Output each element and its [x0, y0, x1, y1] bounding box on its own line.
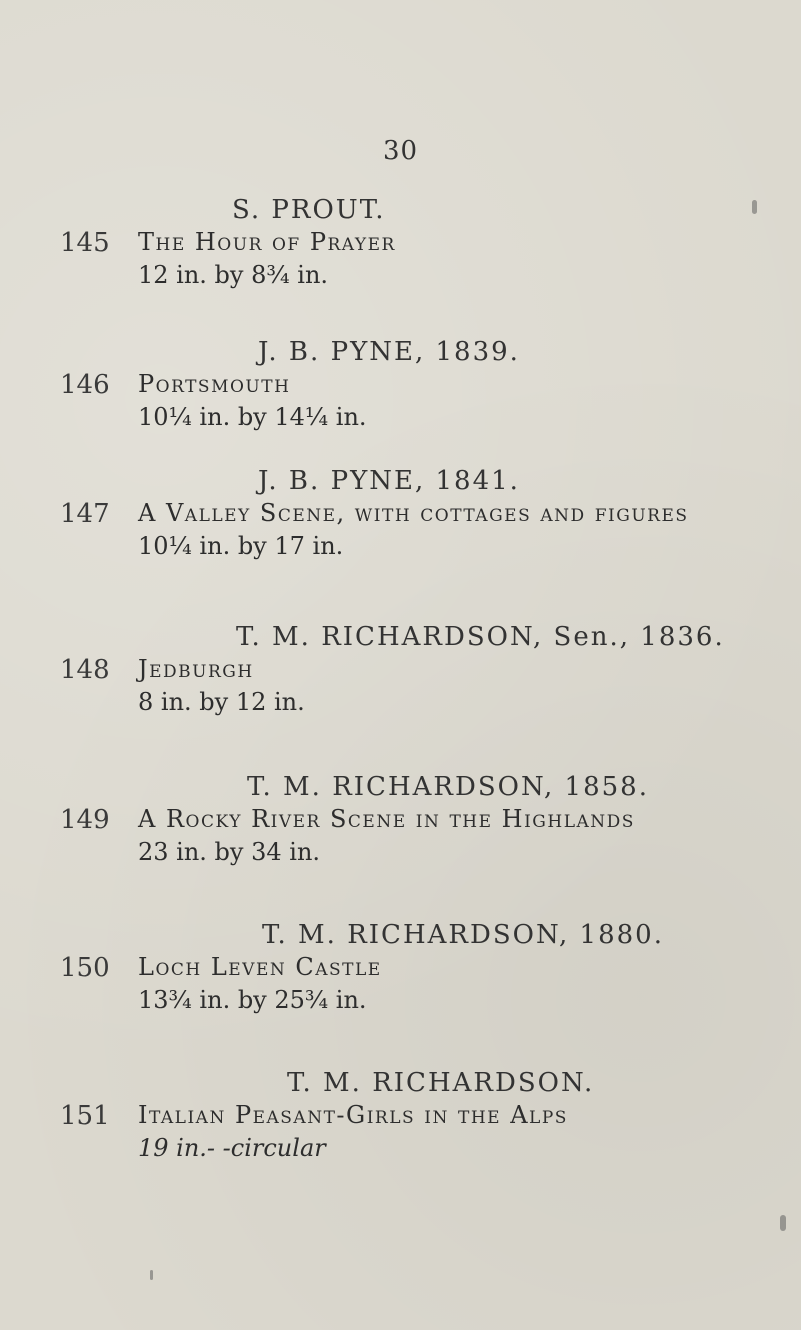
- artwork-dimensions: 10¼ in. by 17 in.: [138, 532, 344, 560]
- artist-name: T. M. RICHARDSON, Sen., 1836.: [236, 622, 725, 652]
- lot-number: 145: [60, 228, 110, 258]
- lot-number: 147: [60, 499, 110, 529]
- catalogue-entry: [0, 622, 801, 752]
- lot-number: 150: [60, 953, 110, 983]
- catalogue-entry: [0, 466, 801, 596]
- catalogue-entry: [0, 337, 801, 467]
- artwork-dimensions: 12 in. by 8¾ in.: [138, 261, 329, 289]
- page-number: 30: [382, 136, 419, 166]
- artwork-title: Jedburgh: [138, 655, 254, 683]
- artwork-dimensions: 23 in. by 34 in.: [138, 838, 321, 866]
- artwork-dimensions: 10¼ in. by 14¼ in.: [138, 403, 367, 431]
- catalogue-entry: [0, 920, 801, 1050]
- artwork-dimensions: 13¾ in. by 25¾ in.: [138, 986, 367, 1014]
- artwork-title: A Valley Scene, with cottages and figures: [138, 499, 689, 527]
- paper-blemish: [752, 200, 757, 214]
- artist-name: J. B. PYNE, 1839.: [258, 337, 520, 367]
- artwork-title: Portsmouth: [138, 370, 291, 398]
- lot-number: 149: [60, 805, 110, 835]
- catalogue-entry: [0, 772, 801, 902]
- artwork-title: Italian Peasant-Girls in the Alps: [138, 1101, 568, 1129]
- artist-name: T. M. RICHARDSON, 1880.: [262, 920, 664, 950]
- paper-blemish: [780, 1215, 786, 1231]
- catalogue-entry: [0, 195, 801, 325]
- artwork-dimensions: 19 in.- -circular: [138, 1134, 326, 1162]
- artist-name: S. PROUT.: [232, 195, 386, 225]
- lot-number: 151: [60, 1101, 110, 1131]
- paper-blemish: [150, 1270, 153, 1280]
- catalogue-entry: [0, 1068, 801, 1198]
- lot-number: 148: [60, 655, 110, 685]
- artist-name: J. B. PYNE, 1841.: [258, 466, 520, 496]
- artist-name: T. M. RICHARDSON, 1858.: [247, 772, 649, 802]
- artwork-title: A Rocky River Scene in the Highlands: [138, 805, 635, 833]
- artist-name: T. M. RICHARDSON.: [287, 1068, 595, 1098]
- artwork-title: The Hour of Prayer: [138, 228, 396, 256]
- lot-number: 146: [60, 370, 110, 400]
- artwork-dimensions: 8 in. by 12 in.: [138, 688, 305, 716]
- artwork-title: Loch Leven Castle: [138, 953, 382, 981]
